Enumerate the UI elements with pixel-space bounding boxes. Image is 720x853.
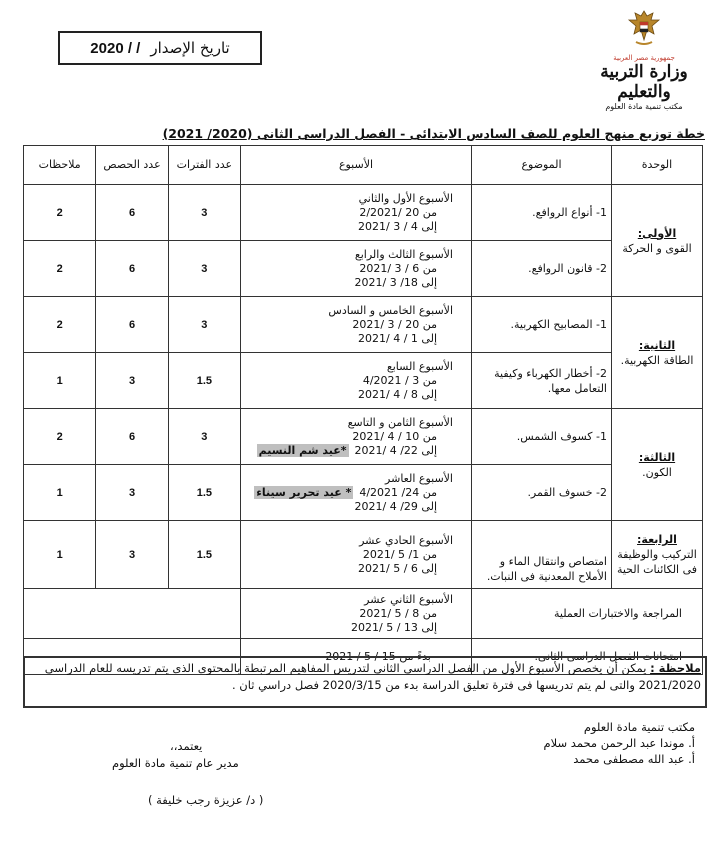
periods-cell: 3 — [168, 241, 240, 297]
week-title: الأسبوع الأول والثاني — [358, 191, 453, 205]
topic-cell: 1- المصابيح الكهربية. — [472, 297, 612, 353]
week-title: الأسبوع الثاني عشر — [364, 592, 453, 606]
week-from: من 8 / 5 /2021 — [359, 606, 437, 620]
notes-cell: 1 — [24, 521, 96, 589]
office-name: مكتب تنمية مادة العلوم — [583, 720, 695, 734]
person-1: أ. موندا عبد الرحمن محمد سلام — [543, 736, 695, 750]
note-text: يمكن أن يخصص الأسبوع الأول من الفصل الدراسى الثانى لتدريس المفاهيم المرتبطة بالمحتوى الذى يتم تدريسه للعام الدراسى 2021/2020 والتى لم يتم تدريسها فى فترة تعليق الدراسة بدء من 2020/3/15 فصل دراسي ثان . — [44, 661, 701, 692]
issue-date-box — [58, 31, 262, 65]
curriculum-plan-table — [23, 145, 703, 675]
unit-title: الرابعة: — [637, 533, 677, 546]
week-from: من 20 / 3 /2021 — [352, 317, 437, 331]
week-cell — [241, 241, 472, 297]
col-unit: الوحدة — [612, 146, 703, 185]
week-title: الأسبوع السابع — [386, 359, 453, 373]
unit-cell — [612, 409, 703, 521]
col-sessions: عدد الحصص — [96, 146, 168, 185]
periods-cell: 1.5 — [168, 465, 240, 521]
empty-cell — [24, 589, 241, 639]
notes-cell: 2 — [24, 241, 96, 297]
holiday-tag: * عيد تحرير سيناء — [256, 485, 352, 499]
week-title: الأسبوع الثالث والرابع — [354, 247, 453, 261]
week-to: إلى 6 / 5 /2021 — [358, 561, 437, 575]
table-row — [24, 465, 703, 521]
table-header-row — [24, 146, 703, 185]
col-topic: الموضوع — [472, 146, 612, 185]
sessions-cell: 3 — [96, 353, 168, 409]
table-row — [24, 185, 703, 241]
periods-cell: 1.5 — [168, 521, 240, 589]
logo-office-text: مكتب تنمية مادة العلوم — [605, 102, 683, 111]
week-cell — [241, 589, 472, 639]
week-to: إلى 18/ 3 /2021 — [354, 275, 437, 289]
sessions-cell: 6 — [96, 297, 168, 353]
periods-cell: 3 — [168, 409, 240, 465]
topic-cell: 2- قانون الروافع. — [472, 241, 612, 297]
week-title: الأسبوع العاشر — [385, 471, 453, 485]
unit-cell — [612, 185, 703, 297]
exam-label: امتحانات الفصل الدراسى الثانى. — [472, 639, 703, 675]
week-from: من 10 / 4 /2021 — [352, 429, 437, 443]
unit-cell — [612, 297, 703, 409]
week-from: من 20 /2/2021 — [359, 205, 437, 219]
topic-cell: 2- خسوف القمر. — [472, 465, 612, 521]
week-cell — [241, 521, 472, 589]
logo-country-text: جمهورية مصر العربية — [613, 54, 675, 62]
notes-cell: 1 — [24, 465, 96, 521]
sessions-cell: 6 — [96, 185, 168, 241]
ministry-logo — [582, 8, 706, 111]
topic-cell: 2- أخطار الكهرباء وكيفية التعامل معها. — [472, 353, 612, 409]
unit-title: الأولى: — [637, 226, 677, 240]
week-to: إلى 4 / 3 /2021 — [358, 219, 437, 233]
table-row — [24, 521, 703, 589]
col-week: الأسبوع — [241, 146, 472, 185]
week-cell — [241, 409, 472, 465]
approve-label: يعتمد،، — [170, 739, 203, 753]
week-cell — [241, 353, 472, 409]
week-from: من 1/ 5 /2021 — [362, 547, 437, 561]
issue-date-value: 2020 / / — [90, 39, 141, 57]
table-row — [24, 409, 703, 465]
week-cell — [241, 465, 472, 521]
sessions-cell: 6 — [96, 409, 168, 465]
week-from: من 6 / 3 /2021 — [359, 261, 437, 275]
week-to-date: إلى 22/ 4 /2021 — [354, 443, 437, 457]
sessions-cell: 3 — [96, 521, 168, 589]
plan-title: خطة توزيع منهج العلوم للصف السادس الابتدائى - الفصل الدراسى الثانى (2020/ 2021) — [162, 126, 705, 141]
week-to: إلى 29/ 4 /2021 — [354, 499, 437, 513]
notes-cell: 2 — [24, 185, 96, 241]
issue-date-label: تاريخ الإصدار — [150, 39, 230, 57]
logo-ministry-text: وزارة التربية والتعليم — [600, 62, 688, 102]
unit-cell — [612, 521, 703, 589]
notes-cell: 1 — [24, 353, 96, 409]
week-to: إلى 1 / 4 /2021 — [358, 331, 437, 345]
table-row — [24, 353, 703, 409]
notes-cell: 2 — [24, 297, 96, 353]
signature-office-block — [544, 719, 695, 767]
sessions-cell: 6 — [96, 241, 168, 297]
unit-name: الطاقة الكهربية. — [620, 353, 694, 367]
notes-cell: 2 — [24, 409, 96, 465]
periods-cell: 3 — [168, 297, 240, 353]
sessions-cell: 3 — [96, 465, 168, 521]
note-box — [23, 656, 707, 708]
unit-title: الثالثة: — [638, 450, 676, 464]
unit-name: الكون. — [642, 465, 672, 479]
eagle-emblem-icon — [627, 8, 661, 48]
week-cell — [241, 185, 472, 241]
week-cell — [241, 297, 472, 353]
week-to: إلى 8 / 4 /2021 — [358, 387, 437, 401]
week-from — [245, 486, 467, 500]
week-from: من 3 / 4/2021 — [362, 373, 437, 387]
week-title: الأسبوع الثامن و التاسع — [347, 415, 453, 429]
director-name: ( د/ عزيزة رجب خليفة ) — [148, 793, 264, 807]
week-title: الأسبوع الحادي عشر — [359, 533, 453, 547]
unit-name: التركيب والوظيفة فى الكائنات الحية — [616, 548, 698, 576]
table-row — [24, 297, 703, 353]
topic-cell: 1- أنواع الروافع. — [472, 185, 612, 241]
unit-title: الثانية: — [638, 338, 676, 352]
note-label: ملاحظة : — [650, 661, 701, 675]
periods-cell: 1.5 — [168, 353, 240, 409]
holiday-tag: *عيد شم النسيم — [258, 443, 347, 457]
topic-cell: 1- كسوف الشمس. — [472, 409, 612, 465]
week-to: إلى 13 / 5 /2021 — [351, 620, 437, 634]
topic-cell: امتصاص وانتقال الماء و الأملاح المعدنية فى النبات. — [472, 521, 612, 589]
col-periods: عدد الفترات — [168, 146, 240, 185]
unit-name: القوى و الحركة — [622, 241, 692, 255]
review-row — [24, 589, 703, 639]
exam-start: بدءً من 15 / 5 / 2021 — [241, 639, 472, 675]
week-title: الأسبوع الخامس و السادس — [328, 303, 453, 317]
periods-cell: 3 — [168, 185, 240, 241]
review-label: المراجعة والاختبارات العملية — [472, 589, 703, 639]
week-to — [245, 444, 467, 458]
table-row — [24, 241, 703, 297]
col-notes: ملاحظات — [24, 146, 96, 185]
director-title: مدير عام تنمية مادة العلوم — [112, 756, 239, 770]
week-from-date: من 24/ 4/2021 — [359, 485, 437, 499]
person-2: أ. عبد الله مصطفى محمد — [573, 752, 695, 766]
